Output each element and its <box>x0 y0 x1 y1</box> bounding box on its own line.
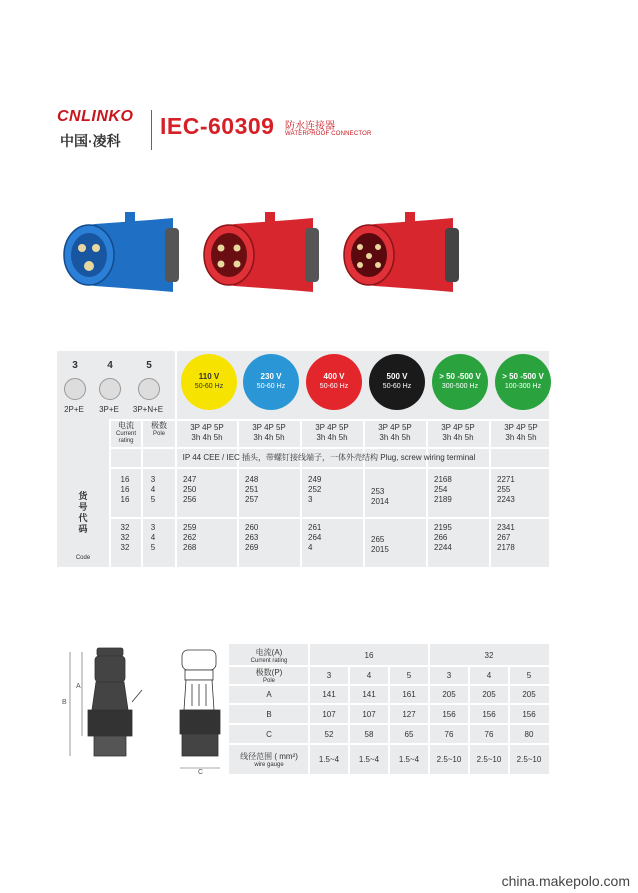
dim-value: 205 <box>442 690 456 699</box>
pole-options: 3P 4P 5P 3h 4h 5h <box>441 423 475 442</box>
dim-value: 156 <box>522 709 536 719</box>
rating-16: 16 <box>364 650 374 660</box>
dim-row-label: C <box>266 729 272 739</box>
standard-title: IEC-60309 <box>160 113 275 139</box>
code-values: 260 263 269 <box>245 523 259 552</box>
pole-options: 3P 4P 5P 3h 4h 5h <box>190 423 224 442</box>
code-label-en: Code <box>75 555 91 561</box>
code-values: 2341 267 2178 <box>497 523 515 552</box>
blue-plug-image <box>64 212 179 292</box>
dim-value: 107 <box>362 709 376 719</box>
pole-options: 3P 4P 5P 3h 4h 5h <box>252 423 286 442</box>
pin-diagram-icon <box>64 378 86 400</box>
voltage-circle: > 50 -500 V 300-500 Hz <box>432 354 488 410</box>
dim-value: 156 <box>482 709 496 719</box>
brand-cn: 中国·凌科 <box>60 133 121 149</box>
dim-value: 1.5~4 <box>318 754 340 764</box>
red-plug-4p-image <box>204 212 319 292</box>
dim-label-c: C <box>198 769 204 776</box>
dimension-drawing <box>52 644 224 776</box>
dim-value: 4 <box>486 671 492 680</box>
dim-value: 107 <box>322 709 336 719</box>
pole-num: 4 <box>107 360 113 371</box>
code-values: 2195 266 2244 <box>434 523 452 552</box>
code-values: 247 250 256 <box>183 475 197 504</box>
plug-note: IP 44 CEE / IEC 插头，带螺钉接线端子，一体外壳结构 Plug, screw wiring terminal <box>182 453 476 462</box>
dim-value: 76 <box>444 729 454 739</box>
pole-options: 3P 4P 5P 3h 4h 5h <box>315 423 349 442</box>
code-values: 261 264 4 <box>308 523 322 552</box>
pole-label: 3P+N+E <box>132 405 164 414</box>
title-cn: 防水连接器 <box>285 121 335 132</box>
code-values: 2168 254 2189 <box>434 475 452 504</box>
dim-label-b: B <box>62 699 67 706</box>
dim-row-label: 极数(P) Pole <box>255 668 283 684</box>
product-images <box>55 210 475 300</box>
footer-watermark: china.makepolo.com <box>501 873 630 889</box>
dim-value: 76 <box>484 729 494 739</box>
dim-value: 5 <box>526 671 532 680</box>
dim-value: 2.5~10 <box>476 754 502 764</box>
voltage-circle: > 50 -500 V 100-300 Hz <box>495 354 551 410</box>
voltage-circle: 400 V 50-60 Hz <box>306 354 362 410</box>
code-values: 248 251 257 <box>245 475 259 504</box>
red-plug-5p-image <box>344 212 459 292</box>
dim-value: 2.5~10 <box>436 754 462 764</box>
code-values: 259 262 268 <box>183 523 197 552</box>
pole-header: 极数 Pole <box>151 421 167 437</box>
dim-value: 2.5~10 <box>516 754 542 764</box>
dim-value: 3 <box>326 671 332 680</box>
dim-value: 127 <box>402 709 416 719</box>
dim-value: 1.5~4 <box>398 754 420 764</box>
code-values: 253 2014 <box>371 487 389 506</box>
rating-header: 电流 Current rating <box>115 421 136 444</box>
dim-value: 156 <box>442 709 456 719</box>
dim-value: 3 <box>446 671 452 680</box>
side-view-drawing <box>88 648 142 756</box>
dim-value: 205 <box>522 690 536 699</box>
dim-value: 52 <box>324 729 334 739</box>
dim-value: 205 <box>482 690 496 699</box>
rating-32: 32 <box>484 650 494 660</box>
rating-values: 32 32 32 <box>120 523 130 552</box>
pole-options: 3P 4P 5P 3h 4h 5h <box>504 423 538 442</box>
dim-value: 5 <box>406 671 412 680</box>
pole-label: 2P+E <box>64 405 84 414</box>
dim-row-label: B <box>266 709 272 719</box>
code-values: 2271 255 2243 <box>497 475 515 504</box>
dim-value: 141 <box>322 690 336 699</box>
pole-values: 3 4 5 <box>150 475 156 504</box>
front-view-drawing <box>180 650 220 756</box>
dim-value: 65 <box>404 729 414 739</box>
code-values: 249 252 3 <box>308 475 322 504</box>
voltage-circle: 500 V 50-60 Hz <box>369 354 425 410</box>
header-divider <box>151 110 152 150</box>
dim-row-label: 电流(A) Current rating <box>250 647 288 664</box>
voltage-circle: 230 V 50-60 Hz <box>243 354 299 410</box>
dim-label-a: A <box>76 683 81 690</box>
code-values: 265 2015 <box>371 535 389 554</box>
dim-value: 161 <box>402 690 416 699</box>
pole-options: 3P 4P 5P 3h 4h 5h <box>378 423 412 442</box>
dim-value: 80 <box>524 729 534 739</box>
dim-value: 4 <box>366 671 372 680</box>
dim-row-label: 线径范围 ( mm²) wire gauge <box>240 751 298 768</box>
pin-diagram-icon <box>99 378 121 400</box>
pole-values: 3 4 5 <box>150 523 156 552</box>
brand-logo: CNLINKO <box>57 108 134 125</box>
dim-value: 1.5~4 <box>358 754 380 764</box>
pole-num: 5 <box>146 360 152 371</box>
spec-table <box>57 351 549 567</box>
title-en: WATERPROOF CONNECTOR <box>285 131 372 137</box>
code-label-cn: 货号代码 <box>78 491 88 534</box>
dim-value: 141 <box>362 690 376 699</box>
pin-diagram-icon <box>138 378 160 400</box>
rating-values: 16 16 16 <box>120 475 130 504</box>
dimension-table <box>229 644 549 774</box>
pole-label: 3P+E <box>99 405 119 414</box>
dim-value: 58 <box>364 729 374 739</box>
voltage-circle: 110 V 50-60 Hz <box>181 354 237 410</box>
dim-row-label: A <box>266 690 272 699</box>
pole-num: 3 <box>72 360 78 371</box>
